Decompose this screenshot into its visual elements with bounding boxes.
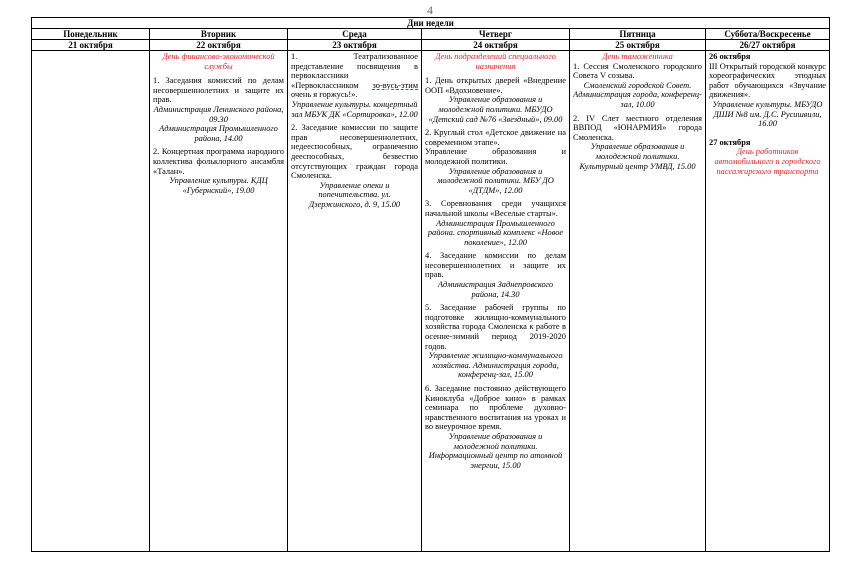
tuesday-event-2-org: Управление культуры. КДЦ «Губернский», 19.00 — [169, 176, 268, 195]
wednesday-event-1-text-a: 1. Театрализованное представление посвящения в первоклассники «Первоклассником — [291, 52, 418, 90]
events-row — [32, 51, 830, 552]
weekend-holiday: День работников автомобильного и городского пассажирского транспорта — [714, 147, 821, 176]
thursday-event-1: 1. День открытых дверей «Внедрение ООП «Вдохновение». — [425, 76, 566, 95]
thursday-event-3: 3. Соревнования среди учащихся начальной школы «Веселые старты». — [425, 199, 566, 218]
thursday-event-2-org: Управление образования и молодежной политики. МБУ ДО «ДТДМ», 12.00 — [437, 166, 554, 195]
schedule-table — [31, 17, 830, 552]
weekend-cell — [706, 51, 830, 552]
thursday-event-5-org: Управление жилищно-коммунального хозяйства. Администрация города, конференц-зал, 15.00 — [428, 351, 563, 380]
wednesday-event-2: 2. Заседание комиссии по защите прав несовершеннолетних, недееспособных, ограниченно дееспособных, безвестно отсутствующих граждан города Смоленска. — [291, 123, 418, 181]
thursday-event-2-org-plain: Управление образования и молодежной политики. — [425, 147, 566, 166]
wednesday-event-2-org: Управление опеки и попечительства. ул. Дзержинского, д. 9, 15.00 — [308, 180, 401, 209]
tuesday-event-1-org-1: Администрация Ленинского района, 09.30 — [153, 104, 284, 124]
thursday-event-5: 5. Заседание рабочей группы по подготовке жилищно-коммунального хозяйства города Смоленска к работе в осенне-зимний период 2019-2020 годов. — [425, 303, 566, 351]
date-friday: 25 октября — [570, 40, 706, 51]
tuesday-holiday: День финансово-экономической службы — [162, 52, 275, 71]
thursday-cell — [422, 51, 570, 552]
date-wednesday: 23 октября — [288, 40, 422, 51]
wednesday-event-1-text-c: очень я горжусь!». — [291, 90, 358, 100]
friday-event-1-org: Смоленский городской Совет. Администрация города, конференц-зал, 10.00 — [573, 80, 702, 109]
day-wednesday: Среда — [288, 29, 422, 40]
weekend-date-1: 26 октября — [709, 52, 751, 61]
monday-cell — [32, 51, 150, 552]
thursday-holiday: День подразделений специального назначения — [435, 52, 556, 71]
thursday-event-3-org: Администрация Промышленного района. спортивный комплекс «Новое поколение», 12.00 — [427, 218, 564, 247]
weekend-event-1: III Открытый городской конкурс хореографических этюдных работ обучающихся «Звучание движения». — [709, 61, 827, 100]
date-tuesday: 22 октября — [150, 40, 288, 51]
thursday-event-6: 6. Заседание постоянно действующего Киноклуба «Доброе кино» в рамках семинара по проблеме духовно-нравственного воспитания на уроках и во внеурочное время. — [425, 384, 566, 432]
weekend-date-2: 27 октября — [709, 137, 751, 147]
page-number: 4 — [427, 3, 433, 17]
thursday-event-4: 4. Заседание комиссии по делам несовершеннолетних и защите их прав. — [425, 251, 566, 280]
tuesday-event-1: 1. Заседания комиссий по делам несовершеннолетних и защите их прав. — [153, 76, 284, 105]
day-weekend: Суббота/Воскресенье — [706, 29, 830, 40]
date-thursday: 24 октября — [422, 40, 570, 51]
tuesday-event-2: 2. Концертная программа народного коллектива фольклорного ансамбля «Талан». — [153, 147, 284, 176]
day-row — [32, 29, 830, 40]
day-thursday: Четверг — [422, 29, 570, 40]
friday-holiday: День таможенника — [602, 52, 673, 61]
weekend-event-1-org: Управление культуры. МБУДО ДШИ №8 им. Д.С. Русишвили, 16.00 — [712, 99, 823, 129]
thursday-event-1-org: Управление образования и молодежной политики. МБУДО «Детский сад №76 «Звездный», 09.00 — [428, 95, 563, 124]
day-monday: Понедельник — [32, 29, 150, 40]
wednesday-event-1-org: Управление культуры. концертный зал МБУК ДК «Сортировка», 12.00 — [291, 99, 418, 119]
date-monday: 21 октября — [32, 40, 150, 51]
friday-event-2-org: Управление образования и молодежной политики. Культурный центр УМВД, 15.00 — [579, 142, 696, 171]
day-tuesday: Вторник — [150, 29, 288, 40]
tuesday-cell — [150, 51, 288, 552]
day-friday: Пятница — [570, 29, 706, 40]
friday-event-1: 1. Сессия Смоленского городского Совета V созыва. — [573, 61, 702, 81]
date-weekend: 26/27 октября — [706, 40, 830, 51]
wednesday-event-1-text-b: зо-вусь-этим — [372, 80, 418, 90]
thursday-event-6-org: Управление образования и молодежной политики. Информационный центр по атомной энергии, 15.00 — [428, 431, 563, 470]
thursday-event-4-org: Администрация Заднепровского района, 14.30 — [437, 280, 554, 299]
table-header: Дни недели — [32, 18, 830, 29]
friday-event-2: 2. IV Слет местного отделения ВВПОД «ЮНАРМИЯ» города Смоленска. — [573, 113, 702, 142]
thursday-event-2: 2. Круглый стол «Детское движение на современном этапе». — [425, 128, 566, 147]
friday-cell — [570, 51, 706, 552]
wednesday-cell — [288, 51, 422, 552]
date-row — [32, 40, 830, 51]
tuesday-event-1-org-2: Администрация Промышленного района, 14.00 — [159, 124, 278, 143]
wednesday-event-1 — [291, 52, 418, 100]
